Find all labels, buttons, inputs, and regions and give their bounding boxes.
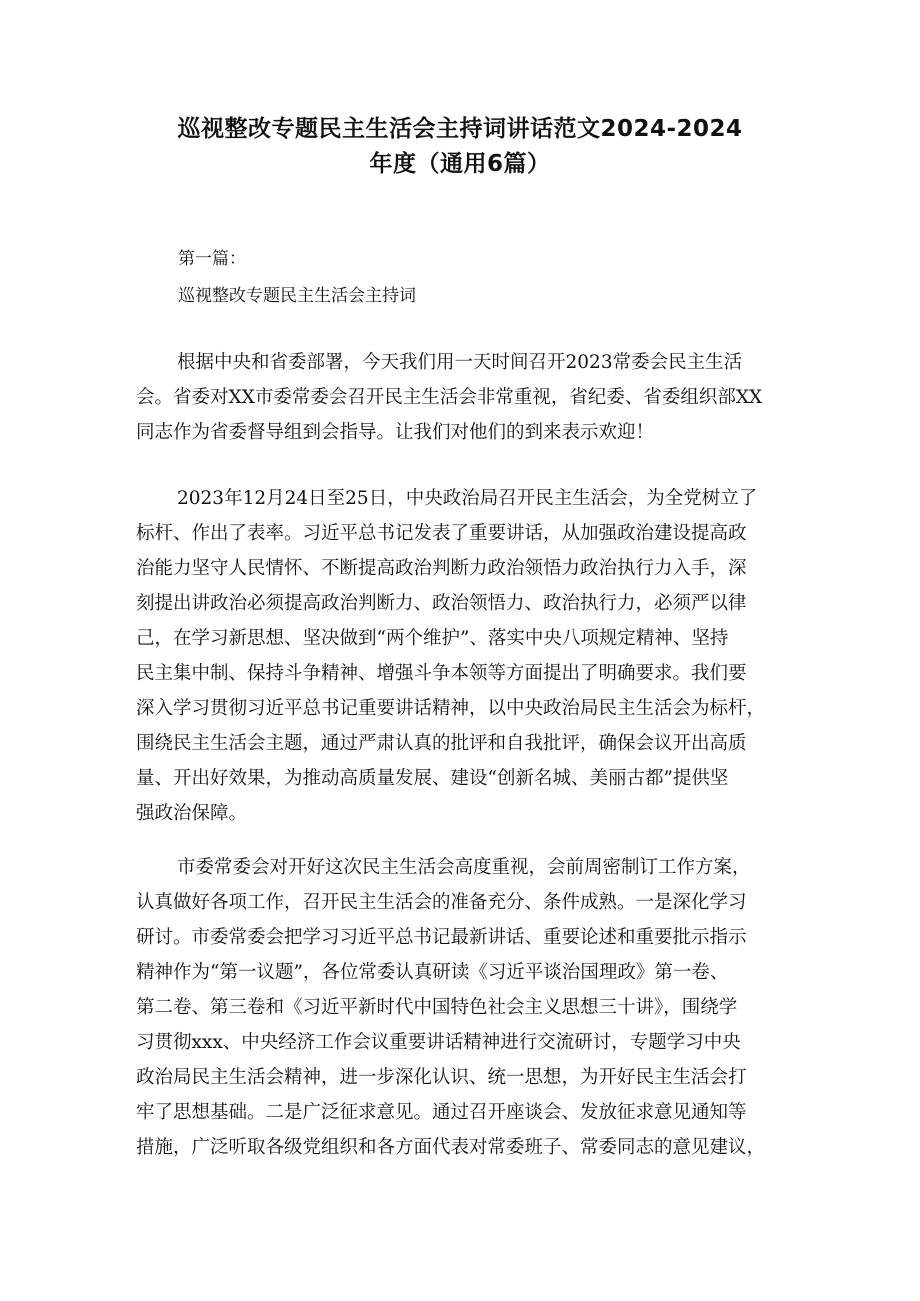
paragraph-line: 围绕民主生活会主题，通过严肃认真的批评和自我批评，确保会议开出高质: [136, 733, 747, 754]
section-label: 第一篇：: [178, 249, 246, 269]
paragraph-line: 同志作为省委督导组到会指导。让我们对他们的到来表示欢迎！: [136, 422, 655, 443]
paragraph-line: 第二卷、第三卷和《习近平新时代中国特色社会主义思想三十讲》，围绕学: [136, 997, 738, 1018]
paragraph-line: 牢了思想基础。二是广泛征求意见。通过召开座谈会、发放征求意见通知等: [136, 1102, 747, 1123]
paragraph-line: 深入学习贯彻习近平总书记重要讲话精神，以中央政治局民主生活会为标杆，: [136, 698, 766, 719]
paragraph-line: 标杆、作出了表率。习近平总书记发表了重要讲话，从加强政治建设提高政: [136, 523, 747, 544]
document-title: [150, 112, 770, 182]
paragraph-line: 政治局民主生活会精神，进一步深化认识、统一思想，为开好民主生活会打: [136, 1067, 747, 1088]
paragraph-line: 刻提出讲政治必须提高政治判断力、政治领悟力、政治执行力，必须严以律: [136, 593, 747, 614]
paragraph-line: 措施，广泛听取各级党组织和各方面代表对常委班子、常委同志的意见建议，: [136, 1137, 766, 1158]
title-line-2: 年度（通用6篇）: [369, 151, 551, 177]
paragraph-line: 量、开出好效果，为推动高质量发展、建设“创新名城、美丽古都”提供坚: [136, 768, 729, 789]
paragraph-line: 市委常委会对开好这次民主生活会高度重视，会前周密制订工作方案，: [177, 857, 751, 878]
paragraph-line: 研讨。市委常委会把学习习近平总书记最新讲话、重要论述和重要批示指示: [136, 927, 747, 948]
paragraph-3: [136, 850, 796, 1165]
paragraph-line: 习贯彻xxx、中央经济工作会议重要讲话精神进行交流研讨，专题学习中央: [136, 1032, 741, 1053]
paragraph-1: [136, 345, 796, 450]
paragraph-line: 2023年12月24日至25日，中央政治局召开民主生活会，为全党树立了: [177, 488, 758, 509]
paragraph-line: 治能力坚守人民情怀、不断提高政治判断力政治领悟力政治执行力入手，深: [136, 558, 747, 579]
paragraph-2: [136, 481, 796, 831]
paragraph-line: 己，在学习新思想、坚决做到“两个维护”、落实中央八项规定精神、坚持: [136, 628, 729, 649]
paragraph-line: 强政治保障。: [136, 803, 248, 824]
paragraph-line: 会。省委对XX市委常委会召开民主生活会非常重视，省纪委、省委组织部XX: [136, 387, 763, 408]
title-line-1: 巡视整改专题民主生活会主持词讲话范文2024-2024: [177, 116, 743, 142]
paragraph-line: 根据中央和省委部署，今天我们用一天时间召开2023常委会民主生活: [177, 352, 743, 373]
section-subtitle: 巡视整改专题民主生活会主持词: [178, 286, 416, 306]
paragraph-line: 民主集中制、保持斗争精神、增强斗争本领等方面提出了明确要求。我们要: [136, 663, 747, 684]
paragraph-line: 认真做好各项工作，召开民主生活会的准备充分、条件成熟。一是深化学习: [136, 892, 747, 913]
paragraph-line: 精神作为“第一议题”，各位常委认真研读《习近平谈治国理政》第一卷、: [136, 962, 729, 983]
